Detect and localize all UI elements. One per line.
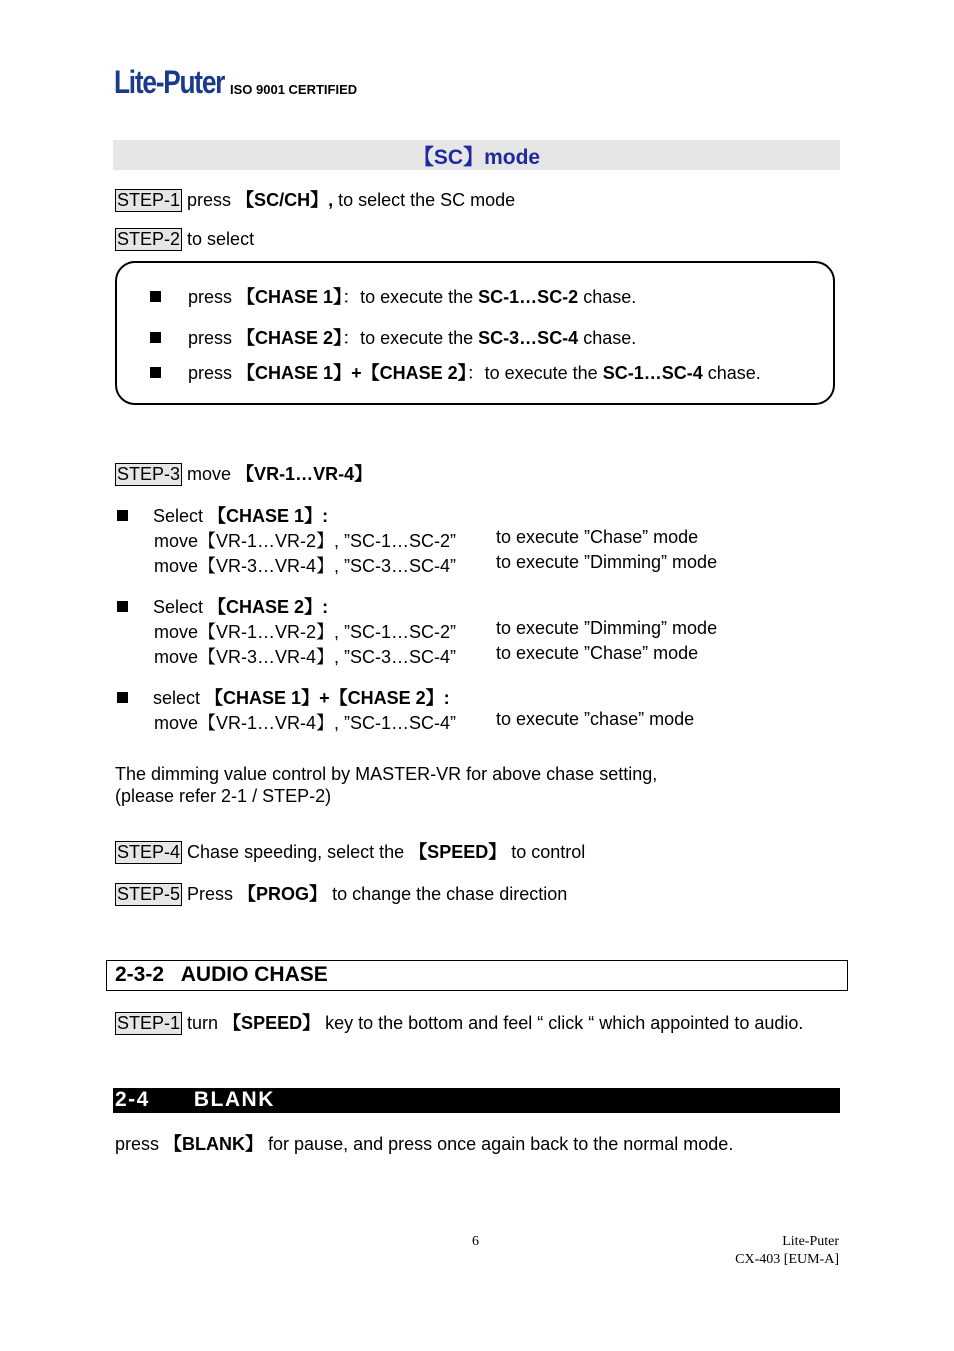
square-bullet-icon — [117, 601, 128, 612]
b1-pre: press — [188, 287, 238, 307]
b2-pre: press — [188, 328, 238, 348]
blank-heading — [115, 1088, 275, 1112]
b1-range: SC-1…SC-2 — [478, 287, 579, 307]
square-bullet-icon — [150, 291, 161, 302]
square-bullet-icon — [117, 692, 128, 703]
b3-post: chase. — [702, 363, 761, 383]
step4-key: 【SPEED】 — [409, 842, 507, 862]
select2-row2-b: to execute ”Chase” mode — [496, 643, 699, 663]
b1-key: 【CHASE 1】 — [237, 287, 343, 307]
b2-range: SC-3…SC-4 — [478, 328, 579, 348]
square-bullet-icon — [117, 510, 128, 521]
step5-post: to change the chase direction — [327, 884, 568, 904]
step3-tag: STEP-3 — [117, 464, 181, 484]
blank-post: for pause, and press once again back to the normal mode. — [263, 1134, 734, 1154]
step5-tag: STEP-5 — [117, 884, 181, 904]
select2-heading — [117, 593, 328, 619]
audio-section-title: AUDIO CHASE — [180, 963, 328, 986]
blank-description — [115, 1130, 733, 1156]
step2-text: to select — [182, 229, 255, 249]
sc-mode-title: 【SC】mode — [412, 146, 541, 169]
step5-key: 【PROG】 — [238, 884, 328, 904]
audio-step1-post: key to the bottom and feel “ click “ which appointed to audio. — [320, 1013, 804, 1033]
blank-section-title: BLANK — [193, 1088, 275, 1111]
footer-model: CX-403 [EUM-A] — [735, 1252, 839, 1267]
b2-key: 【CHASE 2】 — [237, 328, 343, 348]
b2-mid: ：to execute the — [342, 328, 479, 348]
square-bullet-icon — [150, 332, 161, 343]
dimming-note-line1: The dimming value control by MASTER-VR for above chase setting, — [115, 764, 658, 784]
s2-key: 【CHASE 2】: — [208, 597, 329, 617]
blank-pre: press — [115, 1134, 165, 1154]
b3-range: SC-1…SC-4 — [602, 363, 703, 383]
audio-step1-key: 【SPEED】 — [223, 1013, 321, 1033]
step1-tag: STEP-1 — [117, 190, 181, 210]
brand-logo: Lite-Puter — [114, 64, 225, 100]
select1-row2-b: to execute ”Dimming” mode — [496, 552, 718, 572]
select3-row1-a: move【VR-1…VR-4】, ”SC-1…SC-4” — [154, 713, 457, 733]
audio-step1-tag: STEP-1 — [117, 1013, 181, 1033]
select1-heading — [117, 502, 328, 528]
select1-row2-a: move【VR-3…VR-4】, ”SC-3…SC-4” — [154, 556, 457, 576]
select3-row1-b: to execute ”chase” mode — [496, 709, 695, 729]
step1-pre: press — [182, 190, 237, 210]
b3-pre: press — [188, 363, 238, 383]
step5-pre: Press — [182, 884, 239, 904]
select1-row1-a: move【VR-1…VR-2】, ”SC-1…SC-2” — [154, 531, 457, 551]
box-bullet-3 — [150, 359, 761, 385]
audio-step1-line — [115, 1009, 803, 1035]
step2-line — [115, 228, 254, 251]
blank-section-number: 2-4 — [115, 1088, 150, 1111]
audio-step1-pre: turn — [182, 1013, 224, 1033]
page-number: 6 — [472, 1234, 479, 1249]
step4-post: to control — [506, 842, 586, 862]
box-bullet-2 — [150, 324, 636, 350]
step1-key: 【SC/CH】, — [236, 190, 334, 210]
b3-mid: ：to execute the — [466, 363, 603, 383]
step4-tag: STEP-4 — [117, 842, 181, 862]
s1-key: 【CHASE 1】: — [208, 506, 329, 526]
s3-pre: select — [153, 688, 206, 708]
step1-post: to select the SC mode — [333, 190, 516, 210]
select2-row1-a: move【VR-1…VR-2】, ”SC-1…SC-2” — [154, 622, 457, 642]
select2-row1-b: to execute ”Dimming” mode — [496, 618, 718, 638]
footer-brand: Lite-Puter — [782, 1234, 839, 1249]
dimming-note-line2: (please refer 2-1 / STEP-2) — [115, 786, 332, 806]
s2-pre: Select — [153, 597, 209, 617]
step4-pre: Chase speeding, select the — [182, 842, 410, 862]
b3-key: 【CHASE 1】+【CHASE 2】 — [237, 363, 467, 383]
step3-key: 【VR-1…VR-4】 — [236, 464, 373, 484]
step3-line — [115, 460, 372, 486]
step3-pre: move — [182, 464, 237, 484]
box-bullet-1 — [150, 283, 636, 309]
s3-key: 【CHASE 1】+【CHASE 2】: — [205, 688, 450, 708]
step1-line — [115, 186, 515, 212]
step2-tag: STEP-2 — [117, 229, 181, 249]
select3-heading — [117, 684, 450, 710]
s1-pre: Select — [153, 506, 209, 526]
audio-chase-heading — [115, 963, 328, 987]
b2-post: chase. — [578, 328, 637, 348]
square-bullet-icon — [150, 367, 161, 378]
select1-row1-b: to execute ”Chase” mode — [496, 527, 699, 547]
blank-key: 【BLANK】 — [164, 1134, 264, 1154]
audio-section-number: 2-3-2 — [115, 963, 165, 986]
step4-line — [115, 838, 585, 864]
select2-row2-a: move【VR-3…VR-4】, ”SC-3…SC-4” — [154, 647, 457, 667]
step5-line — [115, 880, 567, 906]
b1-post: chase. — [578, 287, 637, 307]
b1-mid: ：to execute the — [342, 287, 479, 307]
iso-certification: ISO 9001 CERTIFIED — [230, 82, 358, 97]
